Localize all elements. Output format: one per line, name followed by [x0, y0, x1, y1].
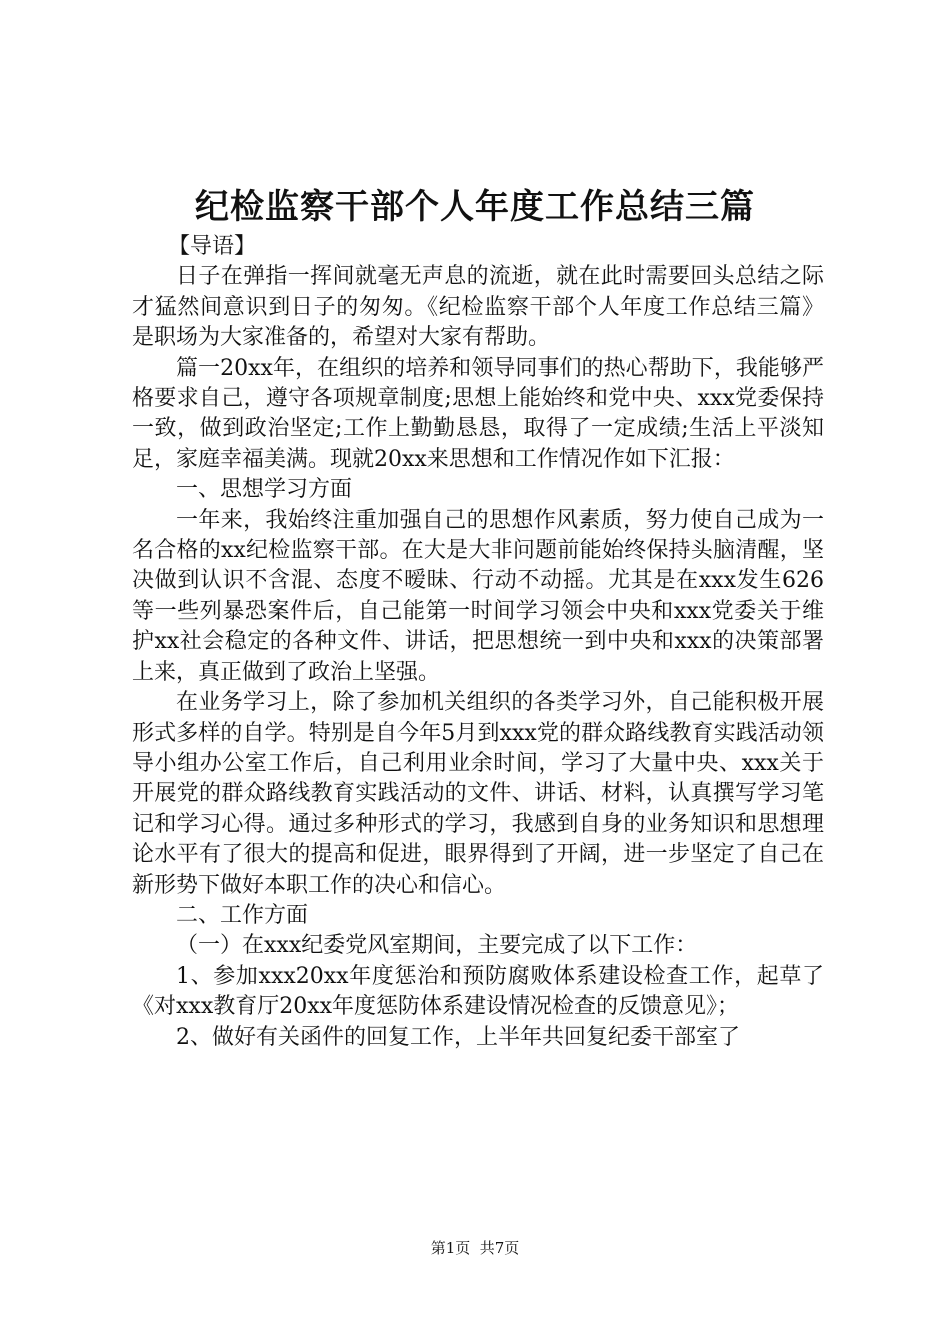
body-paragraph: 在业务学习上，除了参加机关组织的各类学习外，自己能积极开展形式多样的自学。特别是自今年5月到xxx党的群众路线教育实践活动领导小组办公室工作后，自己利用业余时间，学习了大量中央、xxx关于开展党的群众路线教育实践活动的文件、讲话、材料，认真撰写学习笔记和学习心得。通过多种形式的学习，我感到自身的业务知识和思想理论水平有了很大的提高和促进，眼界得到了开阔，进一步坚定了自己在新形势下做好本职工作的决心和信心。 — [132, 690, 824, 898]
page-number: 第1页 共7页 — [430, 1239, 520, 1257]
body-paragraph: 篇一20xx年，在组织的培养和领导同事们的热心帮助下，我能够严格要求自己，遵守各项规章制度;思想上能始终和党中央、xxx党委保持一致，做到政治坚定;工作上勤勤恳恳，取得了一定成绩;生活上平淡知足，家庭幸福美满。现就20xx来思想和工作情况作如下汇报： — [132, 355, 824, 472]
list-item: 2、做好有关函件的回复工作，上半年共回复纪委干部室了 — [176, 1024, 740, 1050]
intro-heading: 【导语】 — [168, 234, 257, 259]
list-item: 1、参加xxx20xx年度惩治和预防腐败体系建设检查工作，起草了《对xxx教育厅20xx年度惩防体系建设情况检查的反馈意见》； — [132, 963, 824, 1020]
page-footer — [0, 1238, 950, 1258]
intro-paragraph: 日子在弹指一挥间就毫无声息的流逝，就在此时需要回头总结之际才猛然间意识到日子的匆匆。《纪检监察干部个人年度工作总结三篇》是职场为大家准备的，希望对大家有帮助。 — [132, 264, 824, 351]
subsection-heading: （一）在xxx纪委党风室期间，主要完成了以下工作： — [176, 933, 698, 959]
document-title: 纪检监察干部个人年度工作总结三篇 — [195, 187, 755, 227]
section-heading: 一、思想学习方面 — [176, 477, 353, 503]
body-paragraph: 一年来，我始终注重加强自己的思想作风素质，努力使自己成为一名合格的xx纪检监察干部。在大是大非问题前能始终保持头脑清醒，坚决做到认识不含混、态度不暧昧、行动不动摇。尤其是在xxx发生626等一些列暴恐案件后，自己能第一时间学习领会中央和xxx党委关于维护xx社会稳定的各种文件、讲话，把思想统一到中央和xxx的决策部署上来，真正做到了政治上坚强。 — [132, 507, 824, 685]
document-body — [132, 232, 824, 1053]
section-heading: 二、工作方面 — [176, 902, 309, 928]
